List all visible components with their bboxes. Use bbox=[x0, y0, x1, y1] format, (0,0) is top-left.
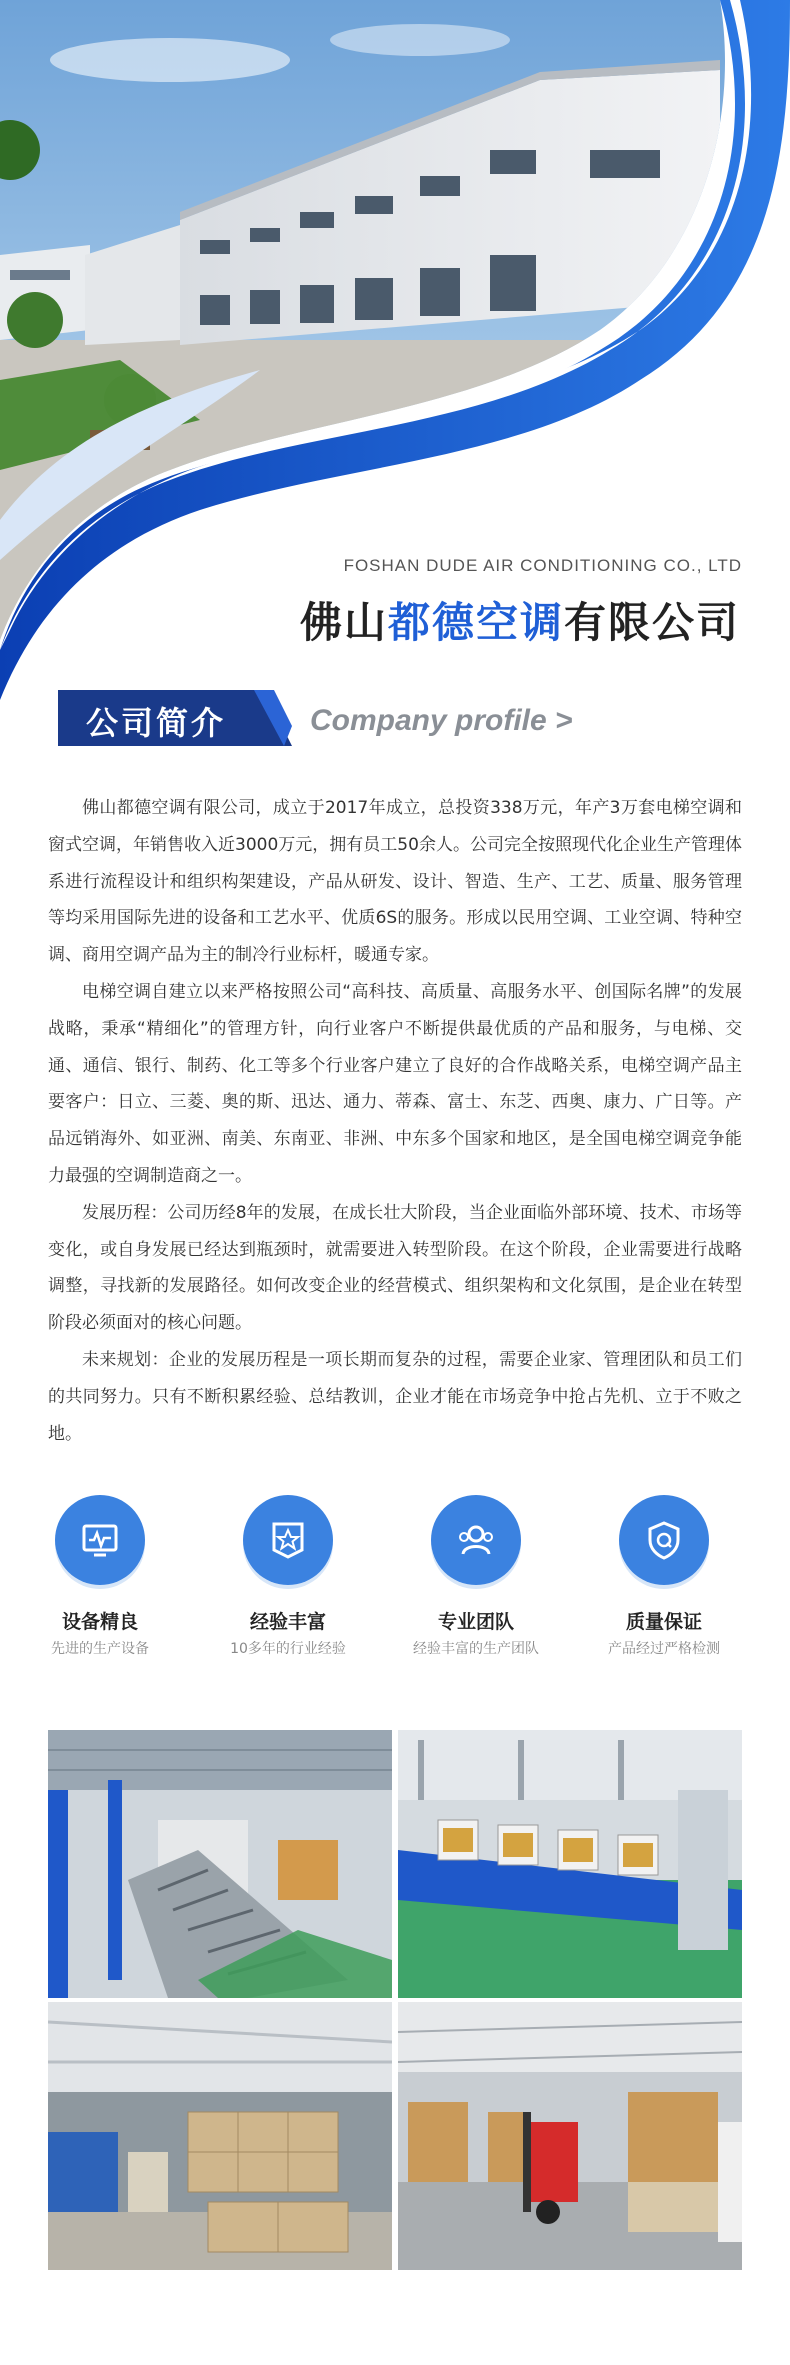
company-profile-link[interactable]: Company profile > bbox=[310, 704, 573, 737]
hero-banner bbox=[0, 0, 790, 700]
feature-icon-circle bbox=[55, 1495, 145, 1585]
feature-item-team bbox=[382, 1495, 570, 1658]
feature-title: 设备精良 bbox=[61, 1611, 138, 1633]
intro-paragraph: 电梯空调自建立以来严格按照公司“高科技、高质量、高服务水平、创国际名牌”的发展战略，秉承“精细化”的管理方针，向行业客户不断提供最优质的产品和服务，与电梯、交通、通信、银行、制药、化工等多个行业客户建立了良好的合作战略关系，电梯空调产品主要客户：日立、三菱、奥的斯、迅达、通力、蒂森、富士、东芝、西奥、康力、广日等。产品远销海外、如亚洲、南美、东南亚、非洲、中东多个国家和地区，是全国电梯空调竞争能力最强的空调制造商之一。 bbox=[48, 981, 742, 1186]
feature-item-quality bbox=[570, 1495, 758, 1658]
company-name-highlight: 都德空调 bbox=[387, 598, 564, 647]
photo-forklift bbox=[398, 2002, 742, 2270]
feature-title: 经验丰富 bbox=[249, 1611, 326, 1633]
conveyor-line-image bbox=[48, 1730, 392, 1998]
shield-q-icon bbox=[644, 1520, 684, 1560]
photo-warehouse bbox=[48, 2002, 392, 2270]
feature-subtitle: 先进的生产设备 bbox=[51, 1641, 149, 1657]
feature-icon-circle bbox=[619, 1495, 709, 1585]
factory-photo-grid bbox=[48, 1730, 742, 2270]
intro-paragraph: 发展历程：公司历经8年的发展，在成长壮大阶段，当企业面临外部环境、技术、市场等变化，或自身发展已经达到瓶颈时，就需要进入转型阶段。在这个阶段，企业需要进行战略调整，寻找新的发展路径。如何改变企业的经营模式、组织架构和文化氛围，是企业在转型阶段必须面对的核心问题。 bbox=[48, 1202, 742, 1334]
company-name-english: FOSHAN DUDE AIR CONDITIONING CO., LTD bbox=[343, 556, 742, 575]
team-icon bbox=[456, 1520, 496, 1560]
feature-title: 专业团队 bbox=[437, 1611, 514, 1633]
feature-item-equipment bbox=[6, 1495, 194, 1658]
section-title-cn: 公司简介 bbox=[86, 704, 227, 742]
feature-title: 质量保证 bbox=[625, 1611, 702, 1633]
feature-subtitle: 经验丰富的生产团队 bbox=[413, 1641, 539, 1657]
assembly-line-image bbox=[398, 1730, 742, 1998]
monitor-icon bbox=[80, 1520, 120, 1560]
company-name-chinese bbox=[300, 590, 740, 650]
company-name-suffix: 有限公司 bbox=[563, 598, 740, 647]
company-intro bbox=[48, 790, 742, 1452]
feature-subtitle: 10多年的行业经验 bbox=[230, 1641, 346, 1657]
intro-paragraph: 未来规划：企业的发展历程是一项长期而复杂的过程，需要企业家、管理团队和员工们的共同努力。只有不断积累经验、总结教训，企业才能在市场竞争中抢占先机、立于不败之地。 bbox=[48, 1349, 742, 1444]
photo-conveyor-line bbox=[48, 1730, 392, 1998]
feature-subtitle: 产品经过严格检测 bbox=[608, 1641, 720, 1657]
feature-list bbox=[0, 1495, 790, 1655]
warehouse-image bbox=[48, 2002, 392, 2270]
star-badge-icon bbox=[268, 1520, 308, 1560]
intro-paragraph: 佛山都德空调有限公司，成立于2017年成立，总投资338万元，年产3万套电梯空调和窗式空调，年销售收入近3000万元，拥有员工50余人。公司完全按照现代化企业生产管理体系进行流程设计和组织构架建设，产品从研发、设计、智造、生产、工艺、质量、服务管理等均采用国际先进的设备和工艺水平、优质6S的服务。形成以民用空调、工业空调、特种空调、商用空调产品为主的制冷行业标杆，暖通专家。 bbox=[48, 798, 742, 966]
section-header bbox=[58, 690, 758, 746]
feature-icon-circle bbox=[243, 1495, 333, 1585]
company-name-prefix: 佛山 bbox=[299, 598, 388, 647]
forklift-image bbox=[398, 2002, 742, 2270]
photo-assembly-line bbox=[398, 1730, 742, 1998]
feature-icon-circle bbox=[431, 1495, 521, 1585]
feature-item-experience bbox=[194, 1495, 382, 1658]
